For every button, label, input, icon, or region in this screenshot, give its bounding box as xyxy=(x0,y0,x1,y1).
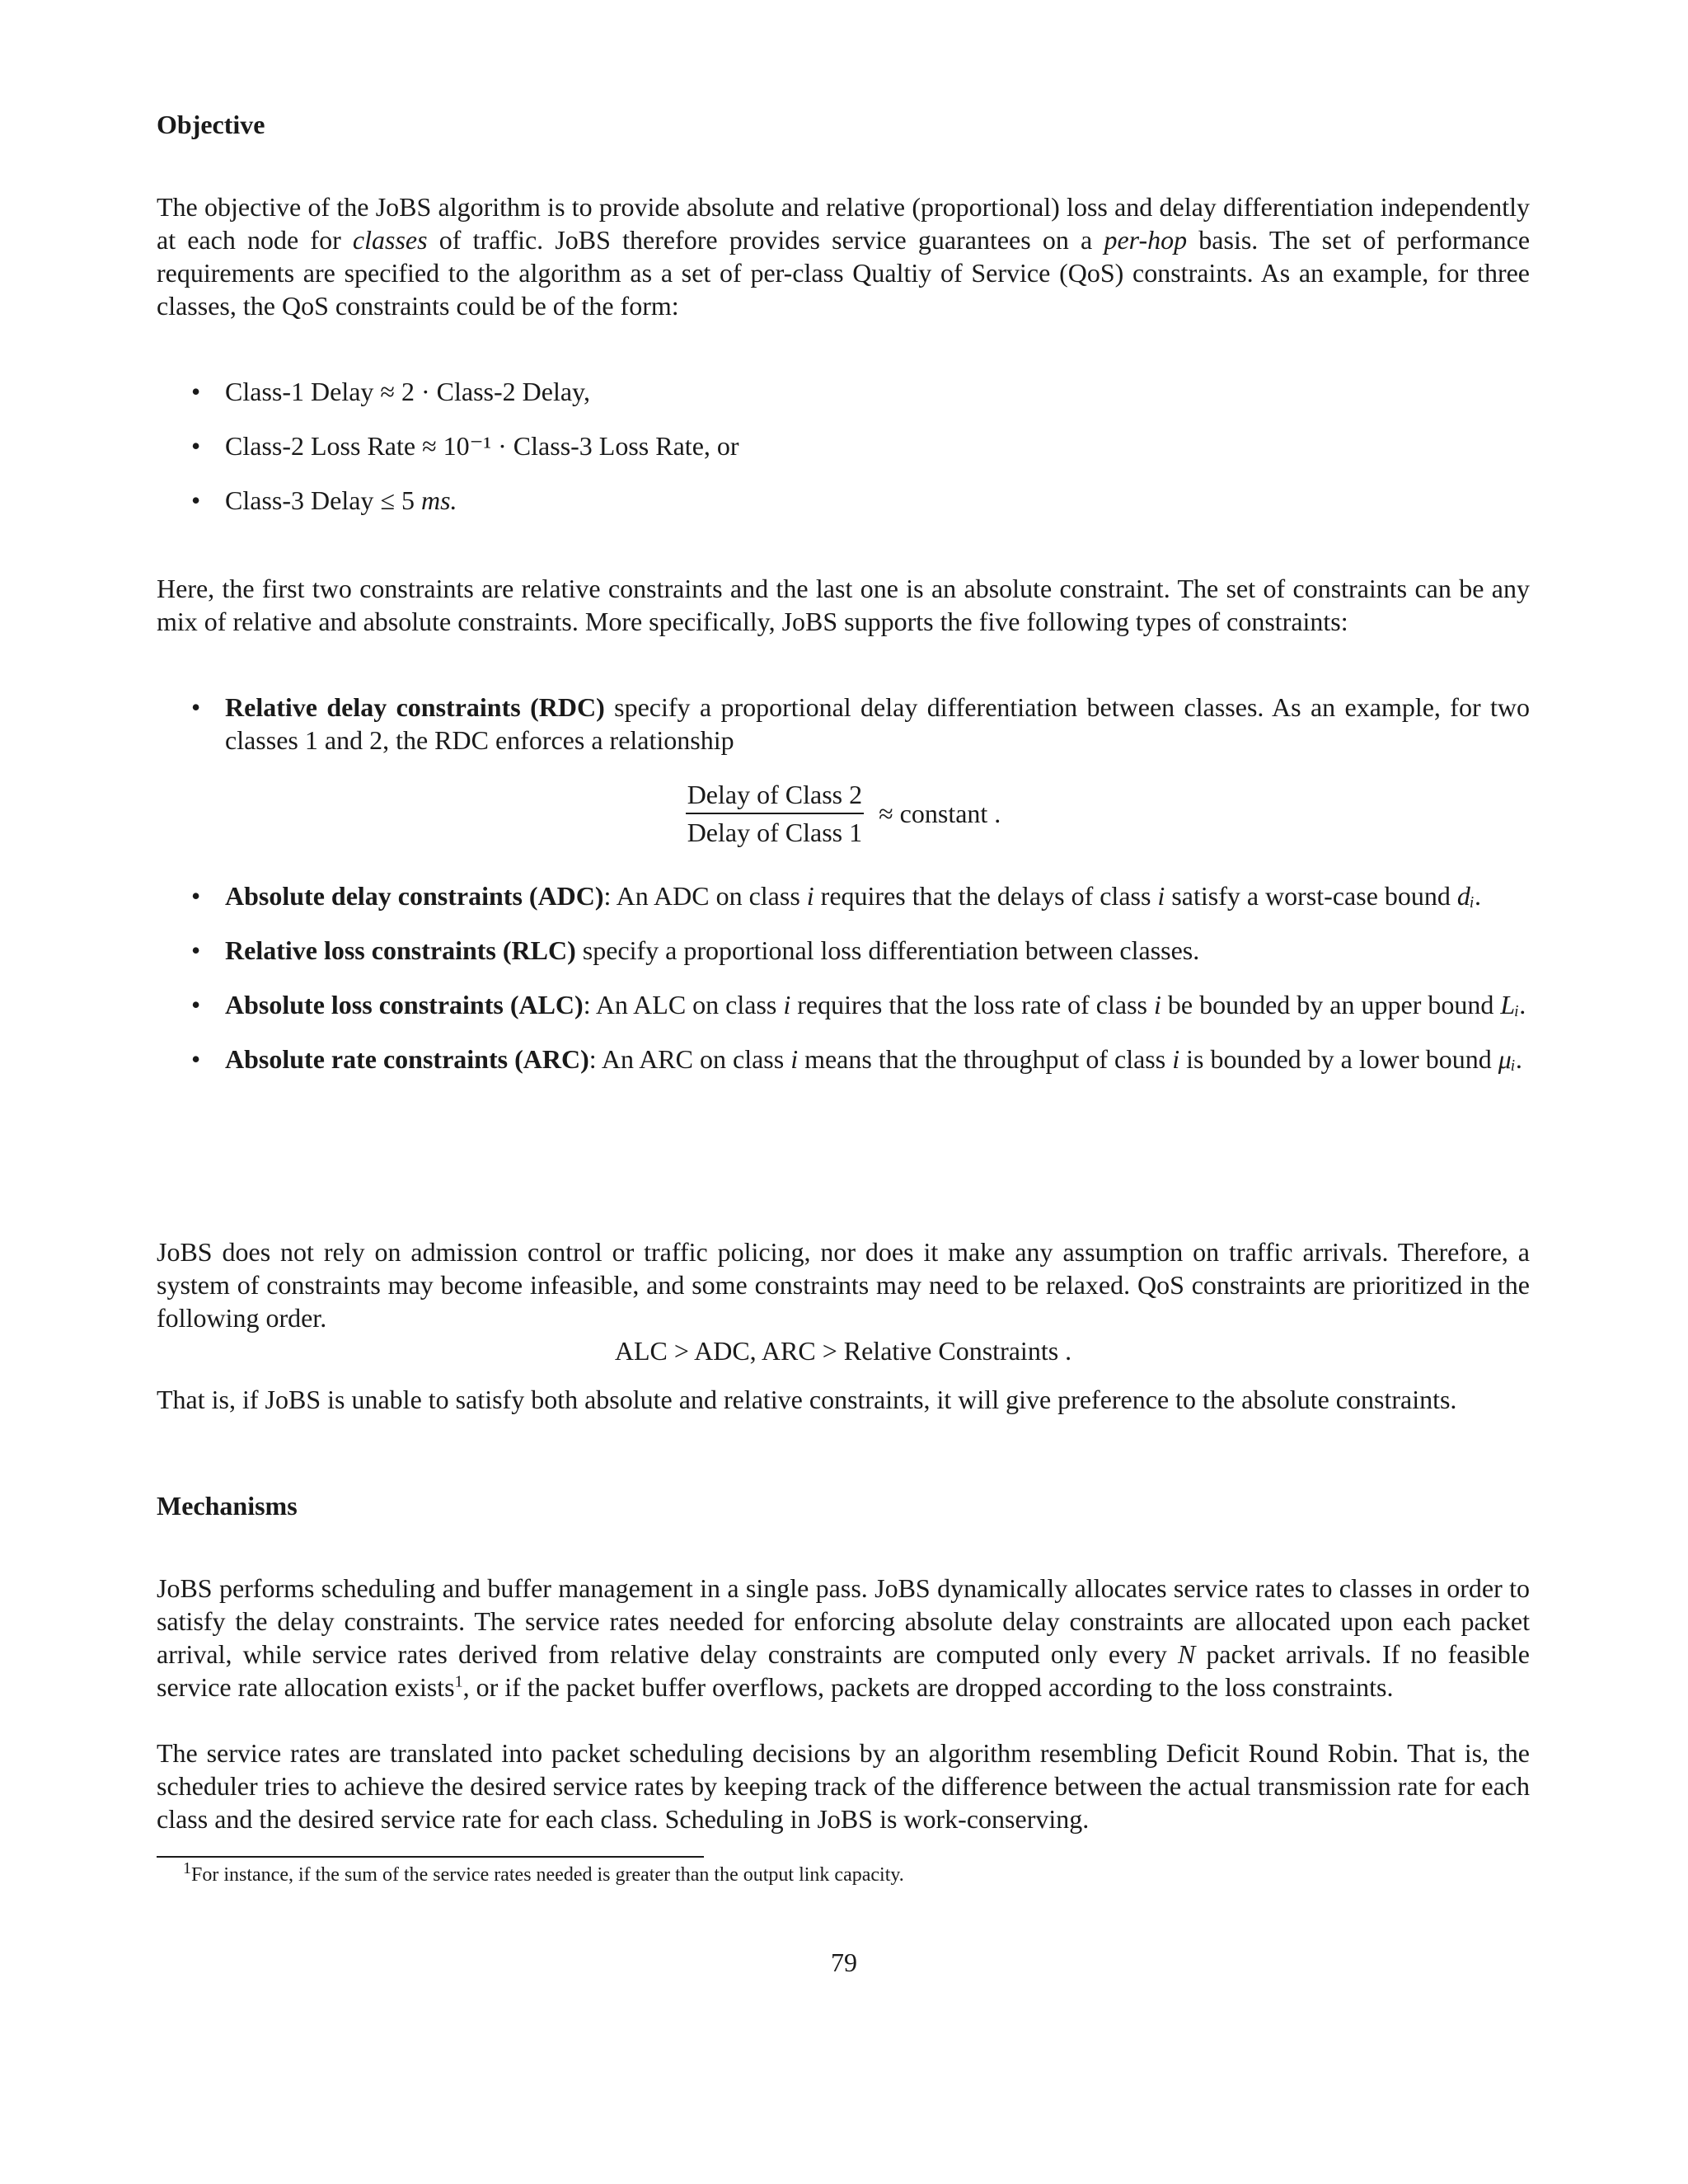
math-var: dᵢ xyxy=(1456,881,1475,911)
alc-text: requires that the loss rate of class xyxy=(790,990,1154,1019)
footnote-text: For instance, if the sum of the service rates needed is greater than the output link capacity. xyxy=(191,1864,904,1886)
rlc-term: Relative loss constraints (RLC) xyxy=(225,935,576,965)
mech-text: packet arrivals. If no feasible service rate allocation exists xyxy=(157,1639,1531,1702)
example-text: Class-3 Loss Rate, or xyxy=(513,431,739,461)
example-text: Class-2 Delay, xyxy=(436,377,590,406)
adc-text: . xyxy=(1474,881,1481,911)
math-var: i xyxy=(1157,881,1165,911)
math-var: μᵢ xyxy=(1498,1044,1516,1074)
equation-rhs: ≈ constant . xyxy=(879,799,1001,828)
admission-control-paragraph: JoBS does not rely on admission control or traffic policing, nor does it make any assumption on traffic arrivals. Therefore, a system of constraints may become infeasible, and some constraints may need to be relaxed. QoS constraints are prioritized in the following order. xyxy=(157,1237,1530,1333)
example-math: ≤ 5 xyxy=(380,485,421,515)
fraction-denominator: Delay of Class 1 xyxy=(687,818,863,847)
math-var: Lᵢ xyxy=(1500,990,1520,1019)
footnote xyxy=(157,1859,1556,1887)
bullet-icon: • xyxy=(191,1044,201,1074)
bullet-icon: • xyxy=(191,377,201,406)
bullet-icon: • xyxy=(191,935,201,965)
arc-text: is bounded by a lower bound xyxy=(1179,1044,1498,1074)
list-item-alc xyxy=(157,988,1530,1021)
arc-term: Absolute rate constraints (ARC) xyxy=(225,1044,589,1074)
rlc-text: specify a proportional loss differentiation between classes. xyxy=(575,935,1200,965)
math-var: i xyxy=(783,990,791,1019)
mech-text: , or if the packet buffer overflows, packets are dropped according to the loss constraints. xyxy=(462,1672,1394,1702)
rdc-fraction xyxy=(686,778,864,849)
footnote-marker: 1 xyxy=(454,1672,463,1691)
priority-order-equation: ALC > ADC, ARC > Relative Constraints . xyxy=(614,1336,1072,1366)
arc-text: means that the throughput of class xyxy=(798,1044,1173,1074)
mech-text: JoBS performs scheduling and buffer management in a single pass. JoBS dynamically allocates service rates to classes in order to satisfy the delay constraints. The service rates needed for enforcing absolute delay constraints are allocated upon each packet arrival, while service rates derived from relative delay constraints are computed only every xyxy=(157,1573,1530,1669)
alc-text: : An ALC on class xyxy=(583,990,784,1019)
footnote-divider xyxy=(157,1856,704,1858)
alc-text: . xyxy=(1519,990,1526,1019)
arc-text: . xyxy=(1515,1044,1522,1074)
example-math: ≈ 2 · xyxy=(380,377,437,406)
preference-paragraph: That is, if JoBS is unable to satisfy both absolute and relative constraints, it will give preference to the absolute constraints. xyxy=(157,1385,1457,1414)
intro-emphasis-classes: classes xyxy=(352,225,428,255)
math-var: N xyxy=(1177,1639,1196,1669)
list-item-rlc xyxy=(157,934,1530,967)
fraction-numerator: Delay of Class 2 xyxy=(686,778,864,814)
objective-intro-paragraph xyxy=(157,190,1530,322)
adc-term: Absolute delay constraints (ADC) xyxy=(225,881,604,911)
alc-text: be bounded by an upper bound xyxy=(1160,990,1501,1019)
intro-text-1: The objective of the JoBS algorithm is to provide absolute and relative (proportional) loss and delay differentiation independently at each node for xyxy=(157,192,1530,255)
mechanisms-paragraph-2: The service rates are translated into packet scheduling decisions by an algorithm resembling Deficit Round Robin. That is, the scheduler tries to achieve the desired service rates by keeping track of the difference between the actual transmission rate for each class and the desired service rate for each class. Scheduling in JoBS is work-conserving. xyxy=(157,1738,1530,1834)
bullet-icon: • xyxy=(191,990,201,1019)
bullet-icon: • xyxy=(191,881,201,911)
adc-text: requires that the delays of class xyxy=(814,881,1158,911)
footnote-number: 1 xyxy=(183,1859,191,1877)
alc-term: Absolute loss constraints (ALC) xyxy=(225,990,584,1019)
section-heading-objective: Objective xyxy=(157,110,265,139)
example-math: ≈ 10⁻¹ · xyxy=(422,431,513,461)
rdc-text: specify a proportional delay differentiation between classes. As an example, for two classes 1 and 2, the RDC enforces a relationship xyxy=(225,692,1531,755)
math-var: i xyxy=(1172,1044,1180,1074)
page-number: 79 xyxy=(831,1947,857,1977)
adc-text: satisfy a worst-case bound xyxy=(1165,881,1457,911)
example-text: Class-1 Delay xyxy=(225,377,381,406)
example-constraints-list xyxy=(157,375,1530,517)
bullet-icon: • xyxy=(191,431,201,461)
list-item-rdc xyxy=(157,691,1530,757)
list-item xyxy=(157,429,1530,462)
arc-text: : An ARC on class xyxy=(588,1044,791,1074)
list-item xyxy=(157,375,1530,408)
mechanisms-paragraph-1 xyxy=(157,1572,1530,1704)
bullet-icon: • xyxy=(191,692,201,722)
section-heading-mechanisms: Mechanisms xyxy=(157,1491,298,1521)
rdc-equation xyxy=(157,778,1530,849)
constraints-mix-paragraph: Here, the first two constraints are relative constraints and the last one is an absolute constraint. The set of constraints can be any mix of relative and absolute constraints. More specifically, JoBS supports the five following types of constraints: xyxy=(157,574,1530,636)
rdc-term: Relative delay constraints (RDC) xyxy=(225,692,605,722)
constraint-types-list-cont xyxy=(157,879,1530,1076)
example-math-unit: ms. xyxy=(420,485,457,515)
example-text: Class-2 Loss Rate xyxy=(225,431,423,461)
list-item-adc xyxy=(157,879,1530,912)
list-item xyxy=(157,484,1530,517)
math-var: i xyxy=(790,1044,799,1074)
list-item-arc xyxy=(157,1043,1530,1076)
adc-text: : An ADC on class xyxy=(603,881,807,911)
intro-text-3: basis. The set of performance requirements are specified to the algorithm as a set of per-class Qualtiy of Service (QoS) constraints. As an example, for three classes, the QoS constraints could be of the form: xyxy=(157,225,1531,321)
constraint-types-list xyxy=(157,691,1530,757)
math-var: i xyxy=(1154,990,1161,1019)
example-text: Class-3 Delay xyxy=(225,485,381,515)
intro-text-2: of traffic. JoBS therefore provides service guarantees on a xyxy=(427,225,1104,255)
intro-emphasis-per-hop: per-hop xyxy=(1104,225,1188,255)
bullet-icon: • xyxy=(191,485,201,515)
math-var: i xyxy=(806,881,814,911)
